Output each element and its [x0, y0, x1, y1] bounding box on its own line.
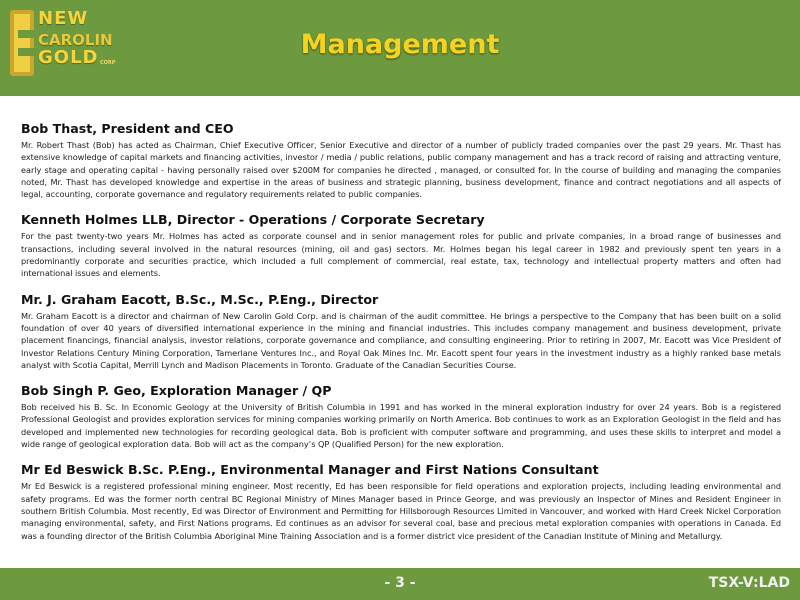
bio-heading: Bob Thast, President and CEO — [21, 121, 234, 136]
page-title: Management — [300, 29, 500, 60]
bio-text: Mr. Robert Thast (Bob) has acted as Chairman, Chief Executive Officer, Senior Executive and director of a number of publicly traded companies over the past 29 years. Mr. Thast has extensive knowledge of capital markets and financing activities, investor / media / public relations, public company management and has a track record of raising and attracting venture, early stage and operating capital - having personally raised over $200M for companies he directed , managed, or consulted for. In the course of building and managing the companies noted, Mr. Thast has developed knowledge and expertise in the areas of business and strategic planning, business development, finance and contract negotiations and all aspects of legal, accounting, corporate governance and regulatory requirements related to public companies. — [21, 140, 781, 200]
bio-section — [21, 121, 781, 200]
logo-text-corp: CORP — [100, 60, 116, 66]
page-number: - 3 - — [384, 575, 416, 591]
header-band — [0, 0, 800, 96]
bio-heading: Mr Ed Beswick B.Sc. P.Eng., Environmental Manager and First Nations Consultant — [21, 462, 599, 478]
bio-text: For the past twenty-two years Mr. Holmes has acted as corporate counsel and in senior management roles for public and private companies, in a broad range of businesses and transactions, including several involved in the natural resources (mining, oil and gas) sectors. Mr. Holmes began his legal career in 1982 and previously spent ten years in a predominantly corporate and securities practice, which included a full complement of commercial, real estate, tax, technology and intellectual property matters and often had international issues and elements. — [21, 231, 781, 279]
bio-heading: Mr. J. Graham Eacott, B.Sc., M.Sc., P.Eng., Director — [21, 291, 379, 307]
bio-text: Mr. Graham Eacott is a director and chairman of New Carolin Gold Corp. and is chairman of the audit committee. He brings a perspective to the Company that has been built on a solid foundation of over 40 years of diversified international experience in the mining and financial industries. This includes company management and business development, private placement financings, financial analysis, investor relations, corporate governance and compliance, and consulting engineering. Prior to retiring in 2007, Mr. Eacott was Vice President of Investor Relations Century Mining Corporation, Tamerlane Ventures Inc., and Royal Oak Mines Inc. Mr. Eacott spent four years in the investment industry as a highly ranked base metals analyst with Scotia Capital, Merrill Lynch and Madison Placements in Toronto. Graduate of the Canadian Securities Course. — [21, 310, 781, 370]
bio-heading: Bob Singh P. Geo, Exploration Manager / QP — [21, 383, 332, 399]
bio-text: Mr Ed Beswick is a registered professional mining engineer. Most recently, Ed has been responsible for field operations and exploration projects, including leading environmental and safety programs. Ed was the former north central BC Regional Ministry of Mines Manager based in Prince George, and was previously an Inspector of Mines and Resident Engineer in southern British Columbia. Most recently, Ed was Director of Environment and Permitting for Hillsborough Resources Limited in Vancouver, and worked with Hard Creek Nickel Corporation managing environmental, safety, and First Nations programs. Ed continues as an advisor for several coal, base and precious metal exploration companies with operations in Canada. Ed was a founding director of the British Columbia Aboriginal Mine Training Association and is a former district vice president of the Canadian Institute of Mining and Metallurgy. — [21, 481, 781, 541]
bio-section — [21, 462, 781, 541]
bio-heading: Kenneth Holmes LLB, Director - Operations / Corporate Secretary — [21, 212, 485, 228]
bio-section — [21, 383, 781, 450]
logo-text-gold: GOLD — [38, 47, 99, 68]
bio-section — [21, 292, 781, 371]
stock-ticker: TSX-V:LAD — [708, 575, 790, 591]
logo-text-carolin: CAROLIN — [38, 31, 113, 49]
footer-band — [0, 568, 800, 600]
logo-text-new: NEW — [38, 8, 89, 29]
management-content — [21, 121, 781, 554]
bio-text: Bob received his B. Sc. In Economic Geology at the University of British Columbia in 1991 and has worked in the mineral exploration industry for over 24 years. Bob is a registered Professional Geologist and provides exploration services for mining companies working primarily on North America. Bob continues to work as an Exploration Geologist in the field and has developed and implemented new technologies for recording geological data. Bob is proficient with computer software and programming, and uses these skills to interpret and model a wide range of geological exploration data. Bob will act as the company’s QP (Qualified Person) for the new exploration. — [21, 402, 781, 450]
bio-section — [21, 212, 781, 279]
